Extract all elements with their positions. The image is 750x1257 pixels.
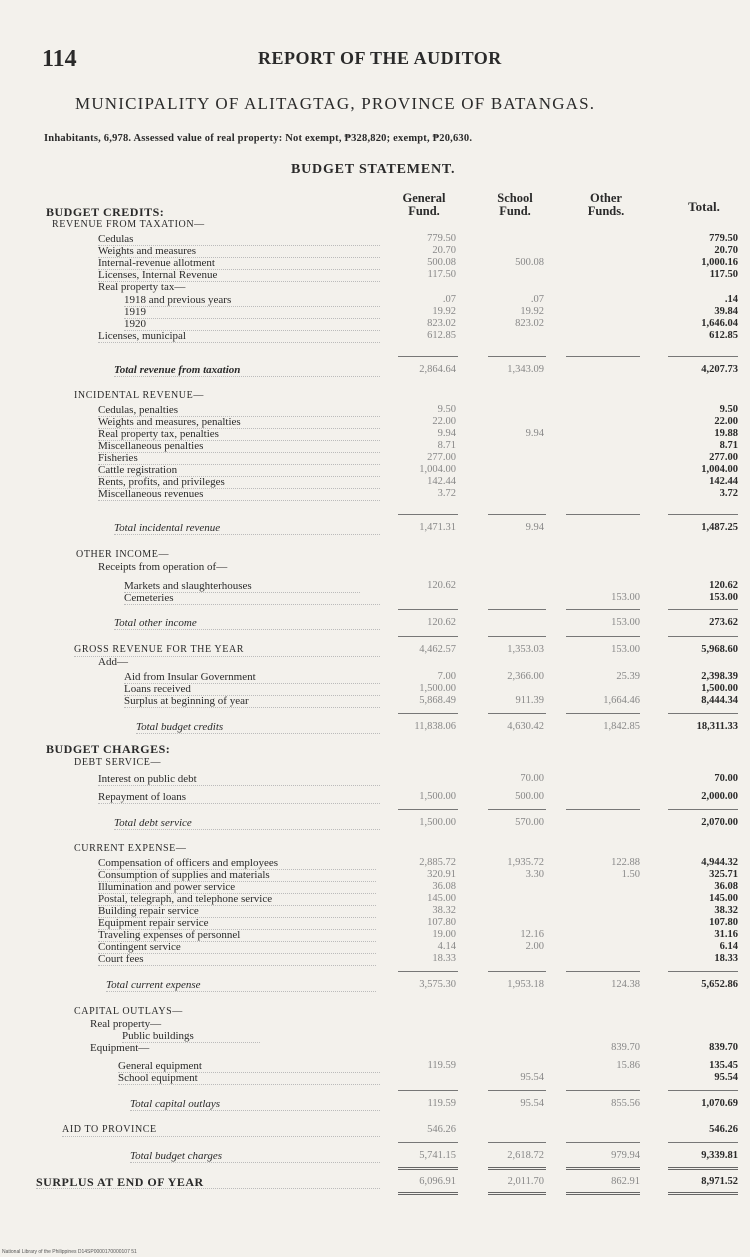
cell-school-fund: 95.54 [520,1072,544,1083]
cell-total: .14 [724,294,738,305]
row-label: Loans received [124,683,380,696]
table-row [0,979,750,991]
cell-general-fund: 2,885.72 [419,857,456,868]
row-label: General equipment [118,1060,380,1073]
row-label: Consumption of supplies and materials [98,869,376,882]
cell-total: 70.00 [714,773,738,784]
cell-total: 9.50 [719,404,738,415]
cell-other-funds: 15.86 [616,1060,640,1071]
cell-total: 5,968.60 [701,644,738,655]
cell-total: 8.71 [719,440,738,451]
cell-general-fund: 119.59 [427,1060,456,1071]
cell-total: 2,000.00 [701,791,738,802]
cell-general-fund: 22.00 [432,416,456,427]
table-row [0,1124,750,1136]
row-label: Receipts from operation of— [98,561,228,573]
cell-school-fund: 2,618.72 [507,1150,544,1161]
cell-school-fund: 2,011.70 [507,1176,544,1187]
row-label: Traveling expenses of personnel [98,929,376,942]
cell-total: 107.80 [709,917,738,928]
row-label: Cattle registration [98,464,380,477]
rule-line [488,636,546,637]
rule-line [398,1192,458,1195]
table-row [0,476,750,488]
rule-line [398,609,458,610]
cell-general-fund: 4.14 [437,941,456,952]
row-label: 1919 [124,306,380,319]
cell-total: 2,398.39 [701,671,738,682]
rule-line [566,356,640,357]
cell-general-fund: 11,838.06 [414,721,456,732]
rule-line [566,713,640,714]
cell-total: 1,070.69 [701,1098,738,1109]
column-header-school-fund: School Fund. [497,191,533,218]
table-row [0,893,750,905]
row-label: Equipment repair service [98,917,376,930]
cell-general-fund: 5,868.49 [419,695,456,706]
rule-line [566,1142,640,1143]
cell-general-fund: 2,864.64 [419,364,456,375]
rule-line [566,1192,640,1195]
cell-total: 2,070.00 [701,817,738,828]
table-row [0,656,750,668]
row-label: Total budget charges [130,1150,380,1163]
table-row [0,580,750,592]
row-label: Add— [98,656,128,668]
table-row [0,206,750,218]
table-row [0,219,750,231]
table-row [0,488,750,500]
table-row [0,773,750,785]
rule-line [668,636,738,637]
rule-line [566,809,640,810]
table-row [0,440,750,452]
cell-total: 39.84 [714,306,738,317]
row-label: Contingent service [98,941,376,954]
table-row [0,257,750,269]
cell-general-fund: 18.33 [432,953,456,964]
cell-total: 546.26 [709,1124,738,1135]
cell-total: 95.54 [714,1072,738,1083]
cell-general-fund: 119.59 [427,1098,456,1109]
rule-line [566,971,640,972]
cell-school-fund: 1,935.72 [507,857,544,868]
cell-other-funds: 122.88 [611,857,640,868]
statement-title: BUDGET STATEMENT. [291,162,456,177]
cell-total: 36.08 [714,881,738,892]
cell-other-funds: 1,842.85 [603,721,640,732]
page-number: 114 [42,46,77,72]
cell-general-fund: 8.71 [437,440,456,451]
table-row [0,1018,750,1030]
row-label: Total budget credits [136,721,380,734]
cell-general-fund: 612.85 [427,330,456,341]
cell-total: 120.62 [709,580,738,591]
rule-line [488,713,546,714]
cell-general-fund: 4,462.57 [419,644,456,655]
table-row [0,817,750,829]
table-row [0,416,750,428]
rule-line [668,514,738,515]
cell-general-fund: 500.08 [427,257,456,268]
table-row [0,953,750,965]
inhabitants-line: Inhabitants, 6,978. Assessed value of real property: Not exempt, ₱328,820; exempt, ₱20,630. [44,133,473,144]
cell-total: 839.70 [709,1042,738,1053]
table-row [0,1042,750,1054]
cell-school-fund: 3.30 [525,869,544,880]
cell-total: 38.32 [714,905,738,916]
table-row [0,464,750,476]
cell-general-fund: 5,741.15 [419,1150,456,1161]
rule-line [668,809,738,810]
cell-total: 6.14 [719,941,738,952]
cell-total: 5,652.86 [701,979,738,990]
rule-line [398,1142,458,1143]
row-label: Illumination and power service [98,881,376,894]
cell-other-funds: 862.91 [611,1176,640,1187]
cell-total: 273.62 [709,617,738,628]
cell-other-funds: 839.70 [611,1042,640,1053]
table-row [0,881,750,893]
rule-line [488,971,546,972]
rule-line [398,809,458,810]
cell-school-fund: 500.08 [515,257,544,268]
cell-total: 142.44 [709,476,738,487]
table-row [0,549,750,561]
row-label: Equipment— [90,1042,150,1054]
row-label: Total other income [114,617,380,630]
table-row [0,364,750,376]
cell-general-fund: 107.80 [427,917,456,928]
table-row [0,592,750,604]
cell-total: 3.72 [719,488,738,499]
cell-general-fund: 7.00 [437,671,456,682]
cell-general-fund: 120.62 [427,580,456,591]
footer-credit: National Library of the Philippines D14SP0000170000107 51 [2,1249,137,1255]
cell-total: 9,339.81 [701,1150,738,1161]
row-label: Internal-revenue allotment [98,257,380,270]
cell-general-fund: 779.50 [427,233,456,244]
cell-school-fund: 1,343.09 [507,364,544,375]
row-label: Interest on public debt [98,773,380,786]
cell-other-funds: 1,664.46 [603,695,640,706]
rule-line [398,1090,458,1091]
rule-line [398,356,458,357]
table-row [0,269,750,281]
cell-other-funds: 855.56 [611,1098,640,1109]
cell-other-funds: 25.39 [616,671,640,682]
table-row [0,743,750,755]
table-row [0,390,750,402]
cell-total: 8,971.52 [701,1176,738,1187]
row-label: Public buildings [122,1030,260,1043]
row-label: Rents, profits, and privileges [98,476,380,489]
row-label: Miscellaneous revenues [98,488,380,501]
cell-total: 22.00 [714,416,738,427]
cell-other-funds: 153.00 [611,592,640,603]
rule-line [398,971,458,972]
cell-total: 117.50 [709,269,738,280]
row-label: INCIDENTAL REVENUE— [74,390,204,401]
cell-general-fund: 120.62 [427,617,456,628]
cell-school-fund: .07 [530,294,544,305]
row-label: Weights and measures, penalties [98,416,380,429]
column-header-general-fund: General Fund. [402,191,446,218]
cell-total: 1,000.16 [701,257,738,268]
table-row [0,1150,750,1162]
rule-line [488,609,546,610]
rule-line [488,356,546,357]
table-row [0,671,750,683]
cell-general-fund: 19.00 [432,929,456,940]
rule-line [566,1090,640,1091]
cell-general-fund: 1,500.00 [419,791,456,802]
row-label: REVENUE FROM TAXATION— [52,219,205,230]
rule-line [398,713,458,714]
row-label: CURRENT EXPENSE— [74,843,187,854]
table-row [0,683,750,695]
cell-total: 18.33 [714,953,738,964]
cell-general-fund: 320.91 [427,869,456,880]
rule-line [566,1167,640,1170]
rule-line [398,636,458,637]
cell-general-fund: 546.26 [427,1124,456,1135]
cell-other-funds: 124.38 [611,979,640,990]
table-row [0,757,750,769]
row-label: OTHER INCOME— [76,549,170,560]
table-row [0,941,750,953]
rule-line [488,809,546,810]
table-row [0,522,750,534]
cell-general-fund: 6,096.91 [419,1176,456,1187]
table-row [0,1176,750,1188]
rule-line [488,1142,546,1143]
rule-line [566,514,640,515]
table-row [0,857,750,869]
rule-line [668,971,738,972]
cell-general-fund: .07 [442,294,456,305]
cell-general-fund: 20.70 [432,245,456,256]
cell-general-fund: 145.00 [427,893,456,904]
row-label: Fisheries [98,452,380,465]
row-label: DEBT SERVICE— [74,757,162,768]
row-label: Surplus at beginning of year [124,695,380,708]
row-label: School equipment [118,1072,380,1085]
rule-line [668,1192,738,1195]
cell-school-fund: 2,366.00 [507,671,544,682]
rule-line [566,609,640,610]
rule-line [668,1142,738,1143]
cell-school-fund: 19.92 [520,306,544,317]
table-row [0,306,750,318]
cell-general-fund: 117.50 [427,269,456,280]
table-row [0,791,750,803]
row-label: Building repair service [98,905,376,918]
cell-total: 18,311.33 [696,721,738,732]
row-label: 1920 [124,318,380,331]
cell-school-fund: 9.94 [525,428,544,439]
cell-total: 20.70 [714,245,738,256]
table-row [0,1030,750,1042]
cell-general-fund: 277.00 [427,452,456,463]
row-label: Repayment of loans [98,791,380,804]
cell-total: 1,004.00 [701,464,738,475]
cell-total: 145.00 [709,893,738,904]
row-label: Total debt service [114,817,380,830]
cell-other-funds: 153.00 [611,644,640,655]
cell-general-fund: 9.94 [437,428,456,439]
cell-general-fund: 142.44 [427,476,456,487]
cell-general-fund: 1,500.00 [419,817,456,828]
row-label: Markets and slaughterhouses [124,580,360,593]
cell-total: 4,207.73 [701,364,738,375]
cell-school-fund: 911.39 [515,695,544,706]
cell-total: 153.00 [709,592,738,603]
cell-general-fund: 19.92 [432,306,456,317]
row-label: GROSS REVENUE FOR THE YEAR [74,644,380,657]
table-row [0,905,750,917]
row-label: BUDGET CHARGES: [46,742,171,756]
cell-school-fund: 9.94 [525,522,544,533]
cell-total: 31.16 [714,929,738,940]
table-row [0,644,750,656]
cell-school-fund: 95.54 [520,1098,544,1109]
rule-line [488,1090,546,1091]
rule-line [668,1090,738,1091]
row-label: Licenses, Internal Revenue [98,269,380,282]
rule-line [566,636,640,637]
table-row [0,561,750,573]
row-label: Postal, telegraph, and telephone service [98,893,376,906]
cell-general-fund: 1,471.31 [419,522,456,533]
row-label: Cedulas, penalties [98,404,380,417]
table-row [0,843,750,855]
table-row [0,1006,750,1018]
rule-line [668,356,738,357]
cell-school-fund: 70.00 [520,773,544,784]
report-title: REPORT OF THE AUDITOR [258,48,502,68]
row-label: Cedulas [98,233,380,246]
cell-general-fund: 36.08 [432,881,456,892]
row-label: Total revenue from taxation [114,364,380,377]
table-row [0,869,750,881]
table-row [0,721,750,733]
cell-general-fund: 1,004.00 [419,464,456,475]
rule-line [668,609,738,610]
row-label: AID TO PROVINCE [62,1124,380,1137]
table-row [0,245,750,257]
row-label: Real property tax, penalties [98,428,380,441]
table-row [0,1060,750,1072]
cell-total: 277.00 [709,452,738,463]
cell-general-fund: 3.72 [437,488,456,499]
column-header-total: Total. [688,199,720,214]
table-row [0,617,750,629]
cell-general-fund: 38.32 [432,905,456,916]
table-row [0,1072,750,1084]
row-label: Total current expense [106,979,376,992]
row-label: Court fees [98,953,376,966]
cell-total: 1,487.25 [701,522,738,533]
cell-general-fund: 9.50 [437,404,456,415]
row-label: 1918 and previous years [124,294,380,307]
cell-other-funds: 153.00 [611,617,640,628]
table-row [0,917,750,929]
cell-other-funds: 979.94 [611,1150,640,1161]
rule-line [398,1167,458,1170]
table-row [0,929,750,941]
table-row [0,452,750,464]
cell-school-fund: 570.00 [515,817,544,828]
cell-total: 4,944.32 [701,857,738,868]
rule-line [488,1192,546,1195]
cell-school-fund: 2.00 [525,941,544,952]
row-label: SURPLUS AT END OF YEAR [36,1176,380,1189]
row-label: Total incidental revenue [114,522,380,535]
table-row [0,294,750,306]
cell-general-fund: 1,500.00 [419,683,456,694]
rule-line [488,514,546,515]
cell-school-fund: 823.02 [515,318,544,329]
cell-school-fund: 4,630.42 [507,721,544,732]
row-label: Weights and measures [98,245,380,258]
row-label: Miscellaneous penalties [98,440,380,453]
cell-total: 19.88 [714,428,738,439]
row-label: BUDGET CREDITS: [46,205,165,219]
table-row [0,330,750,342]
cell-school-fund: 12.16 [520,929,544,940]
row-label: Cemeteries [124,592,380,605]
rule-line [668,713,738,714]
cell-school-fund: 1,953.18 [507,979,544,990]
table-row [0,1098,750,1110]
cell-total: 325.71 [709,869,738,880]
row-label: Real property— [90,1018,162,1030]
cell-school-fund: 500.00 [515,791,544,802]
column-header-other-funds: Other Funds. [587,191,625,218]
cell-other-funds: 1.50 [621,869,640,880]
cell-total: 8,444.34 [701,695,738,706]
cell-general-fund: 3,575.30 [419,979,456,990]
row-label: Licenses, municipal [98,330,380,343]
table-row [0,318,750,330]
rule-line [668,1167,738,1170]
rule-line [398,514,458,515]
municipality-heading: MUNICIPALITY OF ALITAGTAG, PROVINCE OF BATANGAS. [75,94,596,113]
row-label: Total capital outlays [130,1098,380,1111]
cell-school-fund: 1,353.03 [507,644,544,655]
table-row [0,428,750,440]
cell-total: 612.85 [709,330,738,341]
cell-total: 1,500.00 [701,683,738,694]
cell-total: 1,646.04 [701,318,738,329]
table-row [0,233,750,245]
row-label: Compensation of officers and employees [98,857,376,870]
table-row [0,695,750,707]
cell-general-fund: 823.02 [427,318,456,329]
table-row [0,404,750,416]
table-row [0,281,750,293]
rule-line [488,1167,546,1170]
row-label: CAPITAL OUTLAYS— [74,1006,183,1017]
row-label: Real property tax— [98,281,186,293]
cell-total: 135.45 [709,1060,738,1071]
row-label: Aid from Insular Government [124,671,380,684]
cell-total: 779.50 [709,233,738,244]
